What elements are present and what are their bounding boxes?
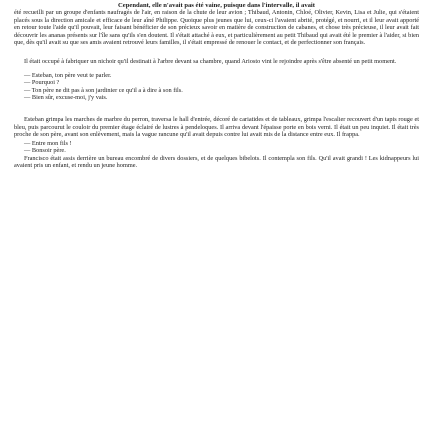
text-line: Cependant, elle n'avait pas été vaine, puisque dans l'intervalle, il avait	[118, 2, 315, 9]
text-line: homme.	[116, 161, 138, 169]
dialogue-line: — Bien sûr, excuse-moi, j'y vais.	[24, 94, 108, 102]
text-line: présents sur l'île sans qu'ils s'en doutent. Il s'était attaché à eux, et	[67, 31, 233, 39]
dialogue-text: Bien sûr, excuse-moi, j'y vais.	[31, 94, 108, 102]
dialogue-text: Esteban, ton père veut te parler.	[31, 71, 112, 79]
text-line: Philippe. Quoique plus jeunes que lui, ceux-ci l'avaient abrité, protégé, et	[155, 16, 343, 24]
text-line: Il était occupé à fabriquer un nichoir qu'il destinait à l'arbre devant	[24, 58, 192, 66]
dialogue-text: Entre mon fils !	[31, 139, 72, 147]
text-line: Esteban grimpa les marches de marbre du perron, traversa le hall	[24, 116, 189, 124]
text-line: avant son enlèvement, mais la vague rancune qu'il avait depuis contre	[64, 131, 241, 139]
text-line: en bois verni. Il était un peu inquiet. Il était très proche de son père,	[14, 123, 420, 139]
dialogue-text: Pourquoi ?	[31, 79, 60, 87]
text-line: sa chambre, quand Ariosto vint le rejoindre après s'être absenté un petit	[193, 58, 373, 66]
paragraph-rescue-story	[14, 9, 419, 46]
dialogue-line: — Ton père ne dit pas à son jardinier ce qu'il a à dire à son fils.	[24, 86, 183, 94]
text-line: chute de leur avion ; Thibaud, Antonin, Chloé, Olivier, Kevin, Lisa et	[193, 9, 372, 17]
text-line: été recueilli par un groupe d'enfants naufragés de l'air, en raison de la	[14, 9, 192, 17]
paragraph-staircase	[14, 116, 419, 138]
dialogue-line: — Esteban, ton père veut te parler.	[24, 71, 112, 79]
text-line: grandi ! Les kidnappeurs lui avaient pris un enfant, et rendu un jeune	[14, 154, 420, 169]
text-line: lui avait mis de la distance entre eux. Il frappa.	[241, 131, 360, 139]
text-line: s'était empressé de renouer le contact, et de perfectionner son français.	[187, 39, 366, 47]
text-line: que, dès qu'il avait su que ses amis avaient retrouvé leurs familles, il	[14, 39, 187, 47]
dialogue-text: Ton père ne dit pas à son jardinier ce qu'il a à dire à son fils.	[31, 86, 183, 94]
dialogue-line: — Bonsoir père.	[24, 147, 66, 155]
text-line: particulièrement au petit Thibaud qui avait été le premier à l'aider, si bien	[233, 31, 420, 39]
dialogue-text: Bonsoir père.	[31, 147, 66, 155]
dialogue-line: — Pourquoi ?	[24, 79, 60, 87]
text-line: d'entrée, décoré de cariatides et de tableaux, grimpa l'escalier	[190, 116, 346, 124]
dialogue-father	[14, 140, 419, 155]
paragraph-francisco	[14, 155, 419, 170]
text-line: étage éclairé de lustres à pendeloques. Il arriva devant l'épaisse porte	[121, 123, 297, 131]
text-line: Julie, qui s'étaient placés sous la direction amicale et efficace de leur aîné	[14, 9, 420, 24]
paragraph-birdhouse	[14, 58, 419, 65]
text-line: faisant bénéficier de son précieux savoir en matière de construction de	[114, 24, 295, 32]
text-line: cabanes, et chose très précieuse, il leur avait fait découvrir les ananas	[14, 24, 419, 39]
text-line: dossiers, et de quelques bibelots. Il contempla son fils. Qu'il avait	[177, 154, 346, 162]
text-line: Francisco était assis derrière un bureau encombré de divers	[24, 154, 176, 162]
text-line: nourri, et il leur avait apporté en retour toute l'aide qu'il pouvait, leur	[14, 16, 420, 32]
dialogue-line: — Entre mon fils !	[24, 139, 72, 147]
text-line: recouvert d'un tapis rouge et bleu, puis parcourut le couloir du premier	[14, 116, 419, 131]
text-line: moment.	[374, 58, 397, 66]
dialogue-ariosto	[14, 72, 419, 102]
paragraph-continuation	[14, 2, 419, 9]
